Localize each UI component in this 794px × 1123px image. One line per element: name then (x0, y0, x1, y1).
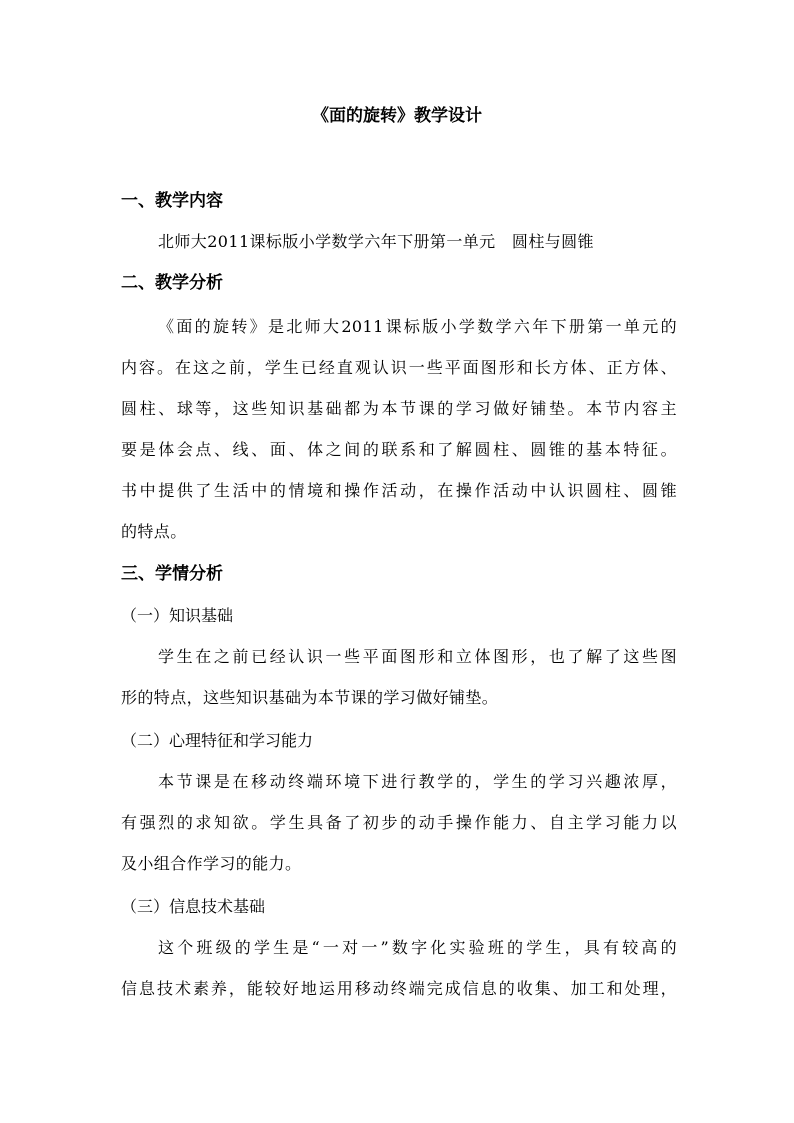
document-title: 《面的旋转》教学设计 (312, 106, 482, 126)
paragraph-line: 有强烈的求知欲。学生具备了初步的动手操作能力、自主学习能力以 (121, 813, 677, 832)
section-heading-teaching-content: 一、教学内容 (121, 191, 223, 211)
paragraph-line: 学生在之前已经认识一些平面图形和立体图形，也了解了这些图 (158, 647, 677, 666)
subheading-it-base: （三）信息技术基础 (121, 897, 266, 916)
subheading-psychology-ability: （二）心理特征和学习能力 (121, 731, 314, 750)
paragraph-line: 这个班级的学生是“一对一”数字化实验班的学生，具有较高的 (158, 938, 677, 957)
paragraph-line: 要是体会点、线、面、体之间的联系和了解圆柱、圆锥的基本特征。 (121, 440, 677, 459)
section-heading-student-analysis: 三、学情分析 (121, 564, 223, 584)
paragraph-line: 的特点。 (121, 522, 187, 541)
paragraph-line: 北师大2011课标版小学数学六年下册第一单元 圆柱与圆锥 (158, 232, 594, 251)
paragraph-line: 书中提供了生活中的情境和操作活动，在操作活动中认识圆柱、圆锥 (121, 481, 677, 500)
subheading-knowledge-base: （一）知识基础 (121, 606, 234, 625)
paragraph-line: 及小组合作学习的能力。 (121, 854, 302, 873)
paragraph-line: 内容。在这之前，学生已经直观认识一些平面图形和长方体、正方体、 (121, 358, 677, 377)
paragraph-line: 本节课是在移动终端环境下进行教学的，学生的学习兴趣浓厚， (158, 772, 677, 791)
section-heading-teaching-analysis: 二、教学分析 (121, 273, 223, 293)
paragraph-line: 形的特点，这些知识基础为本节课的学习做好铺垫。 (121, 688, 499, 707)
paragraph-line: 《面的旋转》是北师大2011课标版小学数学六年下册第一单元的 (158, 317, 677, 336)
paragraph-line: 信息技术素养，能较好地运用移动终端完成信息的收集、加工和处理， (121, 979, 677, 998)
paragraph-line: 圆柱、球等，这些知识基础都为本节课的学习做好铺垫。本节内容主 (121, 399, 677, 418)
